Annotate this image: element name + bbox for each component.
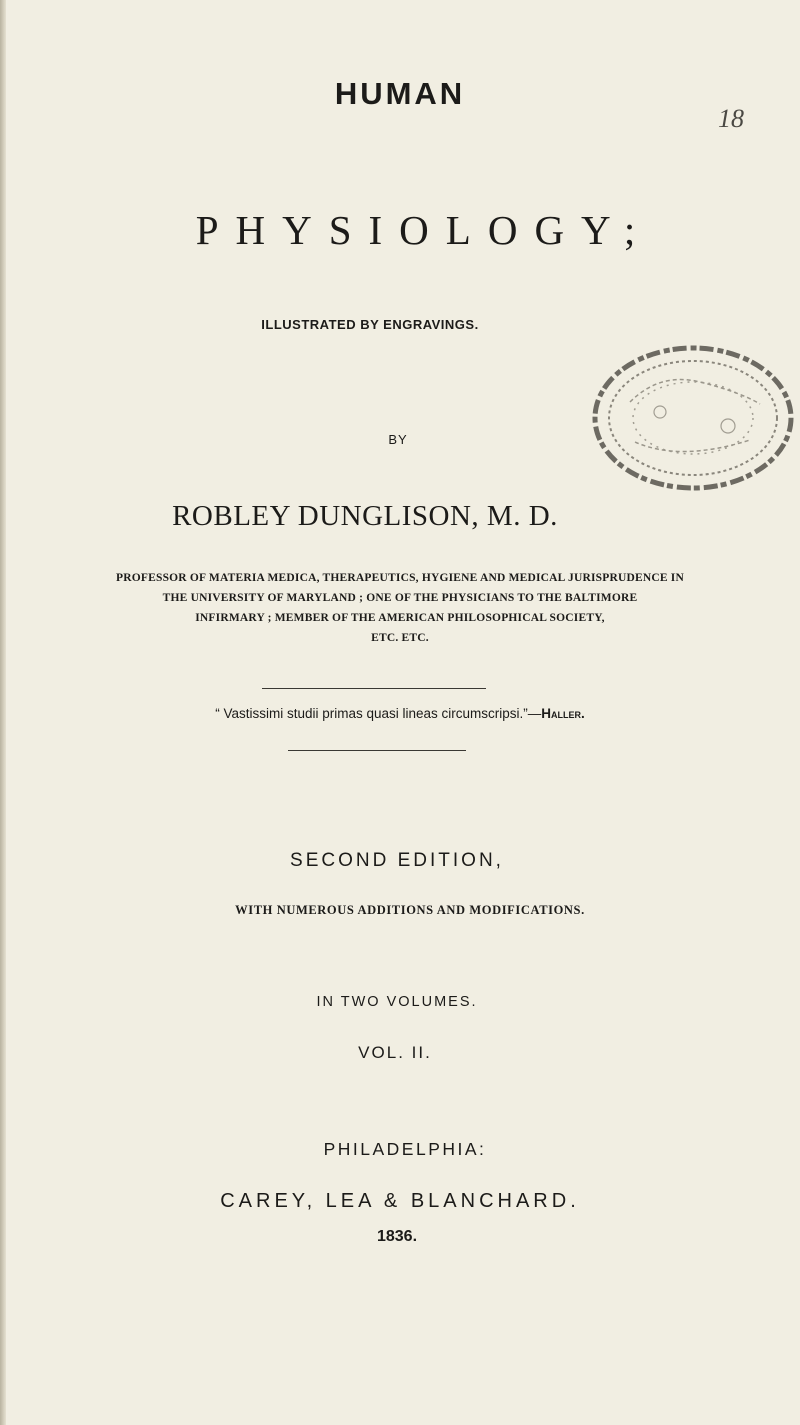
edition-heading: SECOND EDITION,	[290, 850, 504, 871]
credentials-line: THE UNIVERSITY OF MARYLAND ; ONE OF THE PHYSICIANS TO THE BALTIMORE	[162, 592, 638, 604]
illustrated-note: ILLUSTRATED BY ENGRAVINGS.	[261, 317, 479, 332]
credentials-line: INFIRMARY ; MEMBER OF THE AMERICAN PHILOSOPHICAL SOCIETY,	[195, 612, 605, 624]
volumes-note: IN TWO VOLUMES.	[316, 994, 478, 1010]
credentials-line: PROFESSOR OF MATERIA MEDICA, THERAPEUTICS, HYGIENE AND MEDICAL JURISPRUDENCE IN	[116, 572, 684, 584]
motto-quote: “ Vastissimi studii primas quasi lineas circumscripsi.”—	[215, 706, 542, 721]
author-credentials	[40, 568, 760, 648]
title-line-1: HUMAN	[334, 76, 466, 111]
library-stamp-icon	[590, 342, 796, 494]
author-name: ROBLEY DUNGLISON, M. D.	[172, 500, 558, 532]
volume-number: VOL. II.	[358, 1043, 432, 1062]
divider-bottom	[288, 750, 466, 751]
title-line-2: PHYSIOLOGY;	[195, 207, 653, 253]
publication-city: PHILADELPHIA:	[323, 1139, 487, 1159]
publication-year: 1836.	[376, 1228, 418, 1245]
edition-note: WITH NUMEROUS ADDITIONS AND MODIFICATIONS.	[235, 903, 585, 917]
motto	[0, 706, 800, 721]
credentials-line: ETC. ETC.	[371, 632, 429, 644]
motto-attribution: Haller.	[541, 706, 585, 721]
divider-top	[262, 688, 486, 689]
publisher-name: CAREY, LEA & BLANCHARD.	[220, 1190, 580, 1212]
by-label: BY	[388, 432, 408, 447]
shelf-mark: 18	[718, 104, 744, 133]
